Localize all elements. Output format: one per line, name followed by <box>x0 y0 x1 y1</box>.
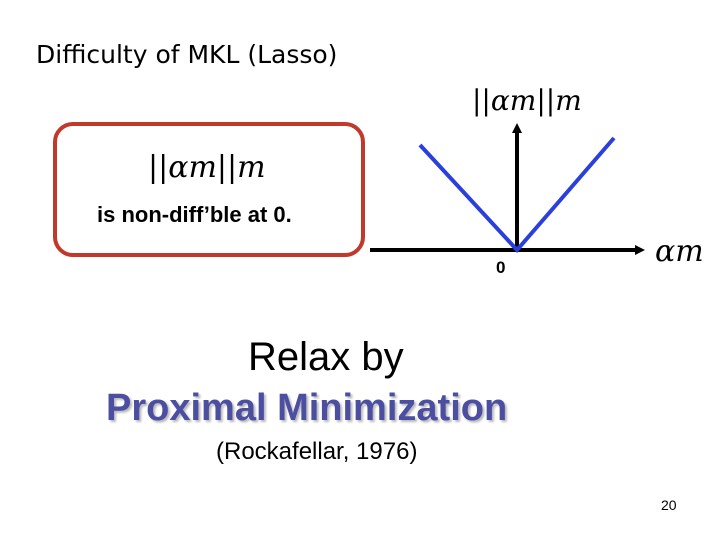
method-name: Proximal Minimization <box>106 387 508 429</box>
y-axis-label: ||αm||m <box>472 84 582 117</box>
slide-title: Difficulty of MKL (Lasso) <box>36 40 338 69</box>
page-number: 20 <box>661 497 677 513</box>
origin-label: 0 <box>496 258 506 277</box>
x-axis-label: αm <box>655 234 704 269</box>
callout-text: is non-diff’ble at 0. <box>97 202 292 227</box>
callout-norm-formula: ||αm||m <box>148 150 266 185</box>
relax-text: Relax by <box>248 335 404 379</box>
citation: (Rockafellar, 1976) <box>216 438 418 465</box>
